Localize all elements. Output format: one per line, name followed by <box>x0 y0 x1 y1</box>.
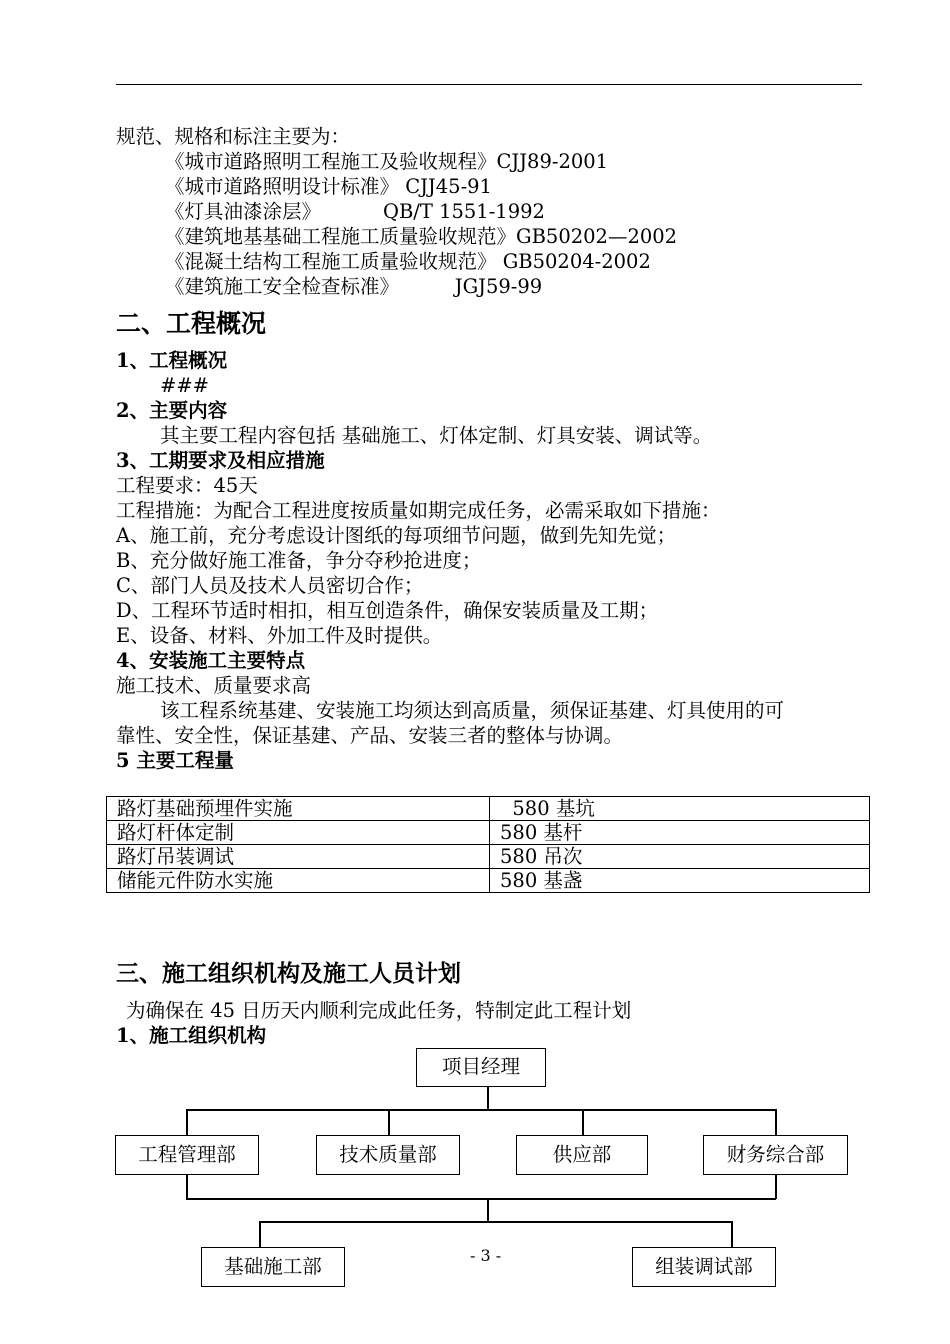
list-item: E、设备、材料、外加工件及时提供。 <box>116 624 443 647</box>
org-connector <box>775 1109 777 1136</box>
org-box-assembly: 组装调试部 <box>632 1247 776 1287</box>
list-item: A、施工前，充分考虑设计图纸的每项细节问题，做到先知先觉； <box>116 524 677 547</box>
table-cell: 路灯杆体定制 <box>107 821 490 845</box>
paragraph: 工程要求：45天 <box>116 474 258 497</box>
list-item: D、工程环节适时相扣，相互创造条件，确保安装质量及工期； <box>116 599 659 622</box>
subsection-heading: 4、安装施工主要特点 <box>116 649 306 672</box>
page-number: - 3 - <box>470 1246 502 1265</box>
quantity-table <box>106 796 870 893</box>
subsection-heading: 1、施工组织机构 <box>116 1024 267 1047</box>
table-cell: 路灯基础预埋件实施 <box>107 797 490 821</box>
org-connector <box>186 1109 188 1136</box>
list-item: C、部门人员及技术人员密切合作； <box>116 574 424 597</box>
table-cell: 路灯吊装调试 <box>107 845 490 869</box>
org-connector <box>186 1198 776 1200</box>
org-box-project-manager: 项目经理 <box>416 1048 546 1087</box>
standard-item: 《城市道路照明工程施工及验收规程》CJJ89-2001 <box>165 150 609 173</box>
subsection-heading: 3、工期要求及相应措施 <box>116 449 325 472</box>
paragraph: 靠性、安全性，保证基建、产品、安装三者的整体与协调。 <box>116 724 624 747</box>
subsection-heading: 1、工程概况 <box>116 349 228 372</box>
table-row <box>107 821 870 845</box>
table-cell: 580 基盏 <box>490 869 870 893</box>
org-box-engineering: 工程管理部 <box>115 1135 259 1175</box>
subsection-heading: 5 主要工程量 <box>116 749 234 772</box>
standard-item: 《城市道路照明设计标准》 CJJ45-91 <box>165 175 492 198</box>
org-connector <box>186 1174 188 1199</box>
standard-item: 《混凝土结构工程施工质量验收规范》 GB50204-2002 <box>165 250 651 273</box>
table-cell: 580 基坑 <box>490 797 870 821</box>
standard-item: 《建筑施工安全检查标准》 JGJ59-99 <box>165 275 543 298</box>
header-rule <box>116 84 862 85</box>
org-connector <box>186 1109 776 1111</box>
subsection-heading: 2、主要内容 <box>116 399 228 422</box>
org-box-foundation: 基础施工部 <box>201 1247 345 1287</box>
table-row <box>107 797 870 821</box>
list-item: B、充分做好施工准备，争分夺秒抢进度； <box>116 549 482 572</box>
org-connector <box>259 1221 261 1248</box>
section-title: 二、工程概况 <box>116 309 267 338</box>
org-connector <box>582 1109 584 1136</box>
paragraph: 其主要工程内容包括 基础施工、灯体定制、灯具安装、调试等。 <box>160 424 713 447</box>
org-connector <box>775 1174 777 1199</box>
org-connector <box>487 1198 489 1222</box>
paragraph: 工程措施：为配合工程进度按质量如期完成任务，必需采取如下措施： <box>116 499 721 522</box>
standard-item: 《灯具油漆涂层》 QB/T 1551-1992 <box>165 200 545 223</box>
intro-text: 规范、规格和标注主要为： <box>116 125 351 148</box>
paragraph: 为确保在 45 日历天内顺利完成此任务，特制定此工程计划 <box>126 999 632 1022</box>
paragraph: 该工程系统基建、安装施工均须达到高质量，须保证基建、灯具使用的可 <box>160 699 785 722</box>
org-connector <box>388 1109 390 1136</box>
table-row <box>107 845 870 869</box>
org-connector <box>487 1086 489 1110</box>
paragraph: ### <box>160 374 210 397</box>
table-cell: 580 基杆 <box>490 821 870 845</box>
paragraph: 施工技术、质量要求高 <box>116 674 312 697</box>
section-title: 三、施工组织机构及施工人员计划 <box>116 960 461 987</box>
org-connector <box>731 1221 733 1248</box>
table-cell: 580 吊次 <box>490 845 870 869</box>
standard-item: 《建筑地基基础工程施工质量验收规范》GB50202—2002 <box>165 225 678 248</box>
org-box-quality: 技术质量部 <box>316 1135 460 1175</box>
org-box-supply: 供应部 <box>516 1135 648 1175</box>
table-cell: 储能元件防水实施 <box>107 869 490 893</box>
org-connector <box>259 1221 732 1223</box>
table-row <box>107 869 870 893</box>
org-box-finance: 财务综合部 <box>703 1135 848 1175</box>
